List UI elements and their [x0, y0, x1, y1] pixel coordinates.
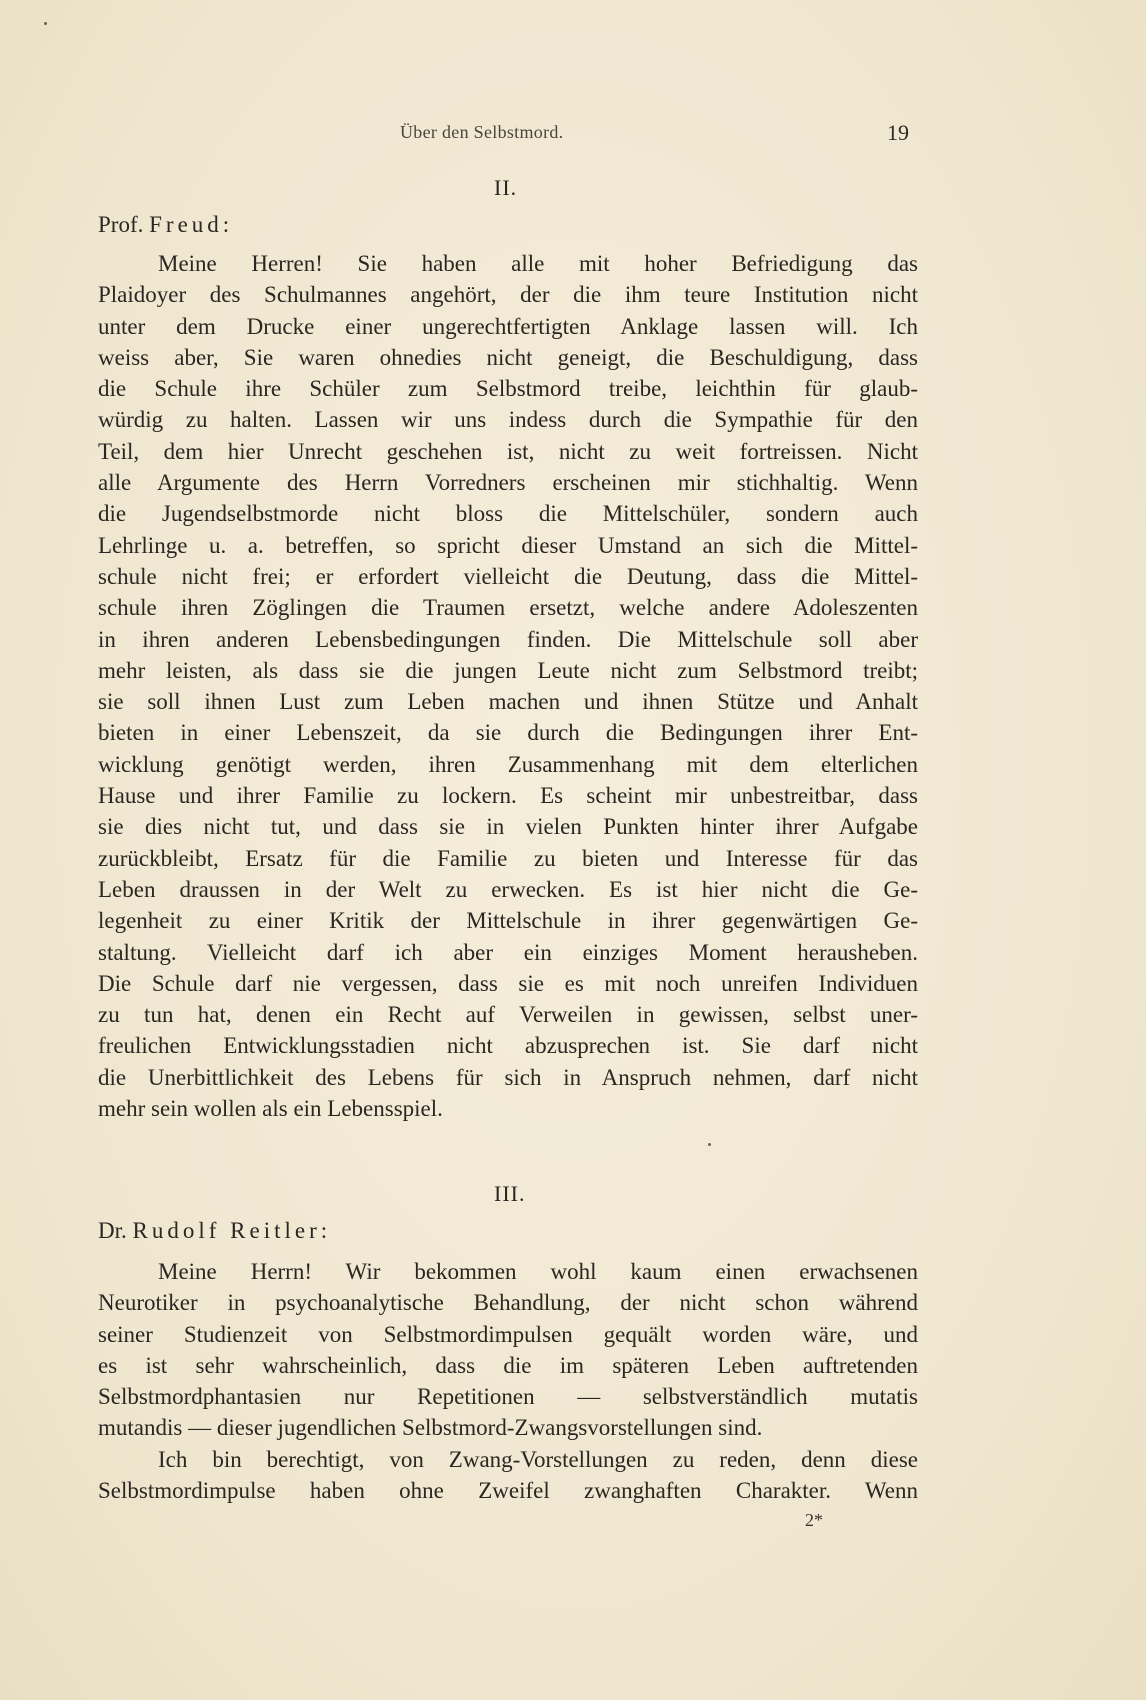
signature-mark: 2*: [805, 1510, 823, 1530]
text-line: Hause und ihrer Familie zu lockern. Es scheint mir unbestreitbar, dass: [98, 783, 918, 809]
text-line: die Schule ihre Schüler zum Selbstmord treibe, leichthin für glaub-: [98, 376, 918, 402]
text-line: Meine Herrn! Wir bekommen wohl kaum einen erwachsenen: [158, 1259, 918, 1284]
text-line: mehr sein wollen als ein Lebensspiel.: [98, 1096, 443, 1122]
text-line: staltung. Vielleicht darf ich aber ein einziges Moment herausheben.: [98, 939, 918, 965]
section-numeral-iii: III.: [494, 1181, 526, 1206]
text-line: zurückbleibt, Ersatz für die Familie zu bieten und Interesse für das: [98, 845, 918, 871]
section-numeral-ii: II.: [494, 175, 518, 200]
text-line: seiner Studienzeit von Selbstmordimpulsen gequält worden wäre, und: [98, 1321, 918, 1347]
text-line: Leben draussen in der Welt zu erwecken. Es ist hier nicht die Ge-: [98, 876, 918, 902]
paragraph-reitler: [98, 1256, 918, 1506]
text-line: Die Schule darf nie vergessen, dass sie es mit noch unreifen Individuen: [98, 970, 918, 996]
text-line: die Unerbittlichkeit des Lebens für sich in Anspruch nehmen, darf nicht: [98, 1064, 918, 1090]
speaker-heading-reitler: [98, 1218, 331, 1244]
text-line: würdig zu halten. Lassen wir uns indess durch die Sympathie für den: [98, 407, 918, 433]
text-line: weiss aber, Sie waren ohnedies nicht geneigt, die Beschuldigung, dass: [98, 344, 918, 370]
page-number: 19: [887, 120, 909, 145]
text-line: Neurotiker in psychoanalytische Behandlung, der nicht schon während: [98, 1290, 918, 1316]
text-line: Plaidoyer des Schulmannes angehört, der die ihm teure Institution nicht: [98, 282, 918, 308]
text-line: in ihren anderen Lebensbedingungen finden. Die Mittelschule soll aber: [98, 626, 918, 652]
running-title: Über den Selbstmord.: [400, 122, 564, 142]
speaker-name: Freud:: [149, 212, 234, 237]
text-line: mutandis — dieser jugendlichen Selbstmord-Zwangsvorstellungen sind.: [98, 1415, 763, 1441]
text-line: freulichen Entwicklungsstadien nicht abzusprechen ist. Sie darf nicht: [98, 1033, 918, 1059]
text-line: Meine Herren! Sie haben alle mit hoher Befriedigung das: [158, 251, 918, 276]
speaker-heading-freud: [98, 212, 233, 238]
text-line: bieten in einer Lebenszeit, da sie durch die Bedingungen ihrer Ent-: [98, 720, 918, 746]
text-line: sie soll ihnen Lust zum Leben machen und ihnen Stütze und Anhalt: [98, 689, 918, 715]
text-line: Teil, dem hier Unrecht geschehen ist, nicht zu weit fortreissen. Nicht: [98, 438, 918, 464]
text-line: wicklung genötigt werden, ihren Zusammenhang mit dem elterlichen: [98, 751, 918, 777]
text-line: Lehrlinge u. a. betreffen, so spricht dieser Umstand an sich die Mittel-: [98, 532, 918, 558]
speaker-name: Rudolf Reitler:: [132, 1218, 332, 1243]
text-line: unter dem Drucke einer ungerechtfertigten Anklage lassen will. Ich: [98, 313, 918, 339]
text-line: schule ihren Zöglingen die Traumen ersetzt, welche andere Adoleszenten: [98, 595, 918, 621]
paper-speck: [44, 22, 47, 25]
text-line: es ist sehr wahrscheinlich, dass die im späteren Leben auftretenden: [98, 1352, 918, 1378]
paragraph-freud: [98, 248, 918, 1124]
speaker-prefix: Dr.: [98, 1218, 127, 1243]
text-line: alle Argumente des Herrn Vorredners erscheinen mir stichhaltig. Wenn: [98, 470, 918, 496]
text-line: Selbstmordphantasien nur Repetitionen — selbstverständlich mutatis: [98, 1384, 918, 1410]
text-line: schule nicht frei; er erfordert vielleicht die Deutung, dass die Mittel-: [98, 563, 918, 589]
text-line: die Jugendselbstmorde nicht bloss die Mittelschüler, sondern auch: [98, 501, 918, 527]
text-line: sie dies nicht tut, und dass sie in vielen Punkten hinter ihrer Aufgabe: [98, 814, 918, 840]
text-line: Ich bin berechtigt, von Zwang-Vorstellungen zu reden, denn diese: [158, 1446, 918, 1472]
text-line: legenheit zu einer Kritik der Mittelschule in ihrer gegenwärtigen Ge-: [98, 908, 918, 934]
text-line: Selbstmordimpulse haben ohne Zweifel zwanghaften Charakter. Wenn: [98, 1478, 918, 1504]
paper-speck: [708, 1143, 711, 1146]
text-line: zu tun hat, denen ein Recht auf Verweilen in gewissen, selbst uner-: [98, 1002, 918, 1028]
speaker-prefix: Prof.: [98, 212, 144, 237]
text-line: mehr leisten, als dass sie die jungen Leute nicht zum Selbstmord treibt;: [98, 657, 918, 683]
